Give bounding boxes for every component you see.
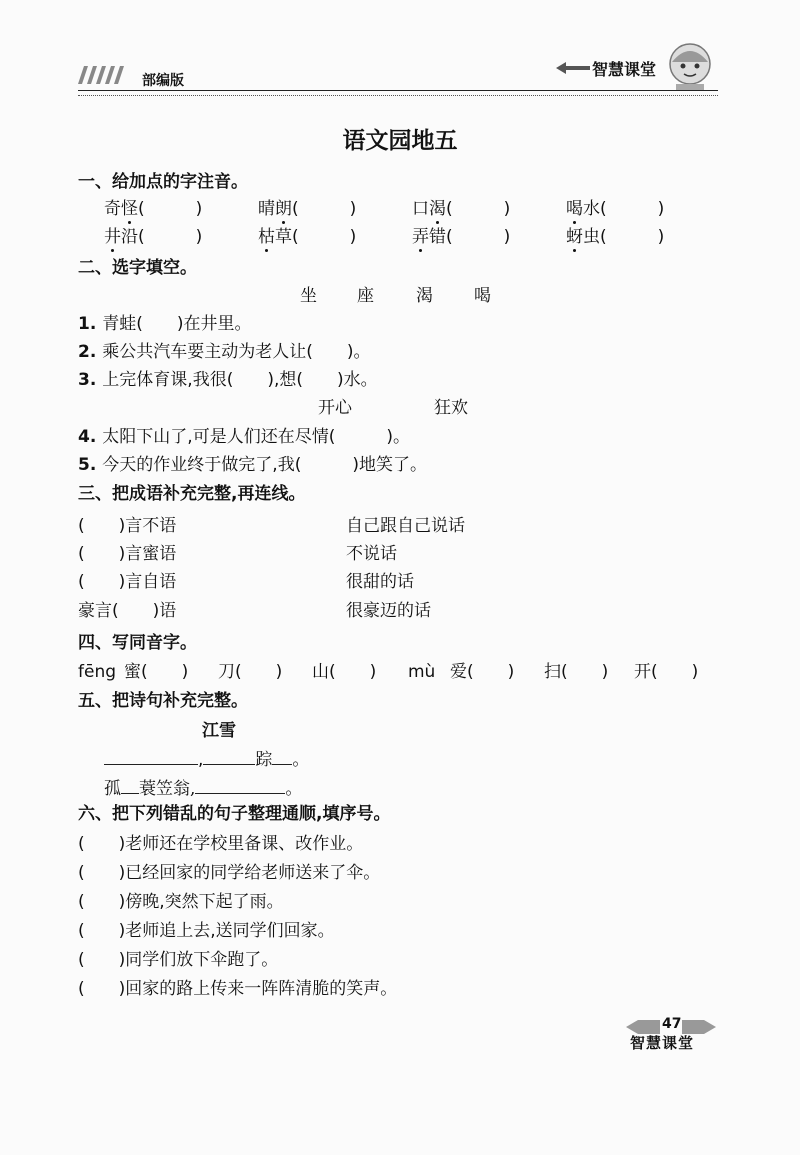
- sentence-item: ( )同学们放下伞跑了。: [78, 950, 279, 970]
- emphasis-dot: [111, 249, 114, 252]
- pinyin-item: 奇怪( ): [104, 199, 203, 219]
- choice-word: 开心: [318, 398, 352, 418]
- idiom-left: ( )言蜜语: [78, 544, 177, 564]
- idiom-meaning: 不说话: [346, 544, 397, 564]
- homophone-blank: 蜜( ): [124, 662, 189, 682]
- poem-blank: [203, 750, 255, 765]
- section-6-heading: 六、把下列错乱的句子整理通顺,填序号。: [78, 804, 391, 824]
- question-1: 1. 青蛙( )在井里。: [78, 314, 252, 334]
- idiom-left: ( )言不语: [78, 516, 177, 536]
- choice-char: 喝: [474, 286, 491, 306]
- question-3: 3. 上完体育课,我很( ),想( )水。: [78, 370, 378, 390]
- pinyin-label: mù: [408, 662, 436, 682]
- poem-blank: [195, 779, 285, 794]
- emphasis-dot: [282, 221, 285, 224]
- sentence-item: ( )回家的路上传来一阵阵清脆的笑声。: [78, 979, 398, 999]
- choice-char: 渴: [416, 286, 433, 306]
- pinyin-label: fēng: [78, 662, 117, 682]
- sentence-item: ( )老师追上去,送同学们回家。: [78, 921, 335, 941]
- poem-blank: [121, 779, 139, 794]
- pinyin-item: 井沿( ): [104, 227, 203, 247]
- pinyin-item: 喝水( ): [566, 199, 665, 219]
- homophone-blank: 刀( ): [218, 662, 283, 682]
- page-number: 47: [662, 1016, 682, 1032]
- pinyin-item: 口渴( ): [412, 199, 511, 219]
- emphasis-dot: [436, 221, 439, 224]
- header-brand: 智慧课堂: [592, 60, 657, 79]
- idiom-meaning: 很甜的话: [346, 572, 414, 592]
- emphasis-dot: [128, 221, 131, 224]
- homophone-blank: 开( ): [634, 662, 699, 682]
- idiom-left: ( )言自语: [78, 572, 177, 592]
- idiom-meaning: 很豪迈的话: [346, 601, 431, 621]
- section-2-heading: 二、选字填空。: [78, 258, 197, 278]
- emphasis-dot: [573, 221, 576, 224]
- footer-brand: 智慧课堂: [630, 1034, 695, 1052]
- header-stripes-decoration: [78, 66, 124, 84]
- poem-title: 江雪: [202, 721, 236, 741]
- sentence-item: ( )老师还在学校里备课、改作业。: [78, 834, 364, 854]
- emphasis-dot: [265, 249, 268, 252]
- idiom-left: 豪言( )语: [78, 601, 177, 621]
- section-3-heading: 三、把成语补充完整,再连线。: [78, 484, 306, 504]
- section-5-heading: 五、把诗句补充完整。: [78, 691, 248, 711]
- pinyin-item: 弄错( ): [412, 227, 511, 247]
- choice-char: 坐: [300, 286, 317, 306]
- choice-word: 狂欢: [434, 398, 468, 418]
- edition-label: 部编版: [142, 73, 184, 89]
- page-title: 语文园地五: [342, 127, 458, 154]
- poem-line-2: 孤 蓑笠翁, 。: [104, 779, 303, 799]
- homophone-blank: 山( ): [312, 662, 377, 682]
- section-4-heading: 四、写同音字。: [78, 633, 197, 653]
- pinyin-item: 蚜虫( ): [566, 227, 665, 247]
- homophone-blank: 爱( ): [450, 662, 515, 682]
- homophone-blank: 扫( ): [544, 662, 609, 682]
- emphasis-dot: [573, 249, 576, 252]
- pinyin-item: 晴朗( ): [258, 199, 357, 219]
- question-4: 4. 太阳下山了,可是人们还在尽情( )。: [78, 427, 410, 447]
- poem-line-1: , 踪 。: [104, 749, 309, 771]
- mascot-icon: [664, 40, 716, 92]
- header-rule: [78, 90, 718, 96]
- section-1-heading: 一、给加点的字注音。: [78, 172, 248, 192]
- poem-blank: [272, 750, 292, 765]
- emphasis-dot: [419, 249, 422, 252]
- idiom-meaning: 自己跟自己说话: [346, 516, 465, 536]
- choice-char: 座: [357, 286, 374, 306]
- sentence-item: ( )已经回家的同学给老师送来了伞。: [78, 863, 381, 883]
- pinyin-item: 枯草( ): [258, 227, 357, 247]
- sentence-item: ( )傍晚,突然下起了雨。: [78, 892, 284, 912]
- arrow-icon: [556, 62, 590, 74]
- question-2: 2. 乘公共汽车要主动为老人让( )。: [78, 342, 371, 362]
- question-5: 5. 今天的作业终于做完了,我( )地笑了。: [78, 455, 427, 475]
- poem-blank: [104, 750, 198, 765]
